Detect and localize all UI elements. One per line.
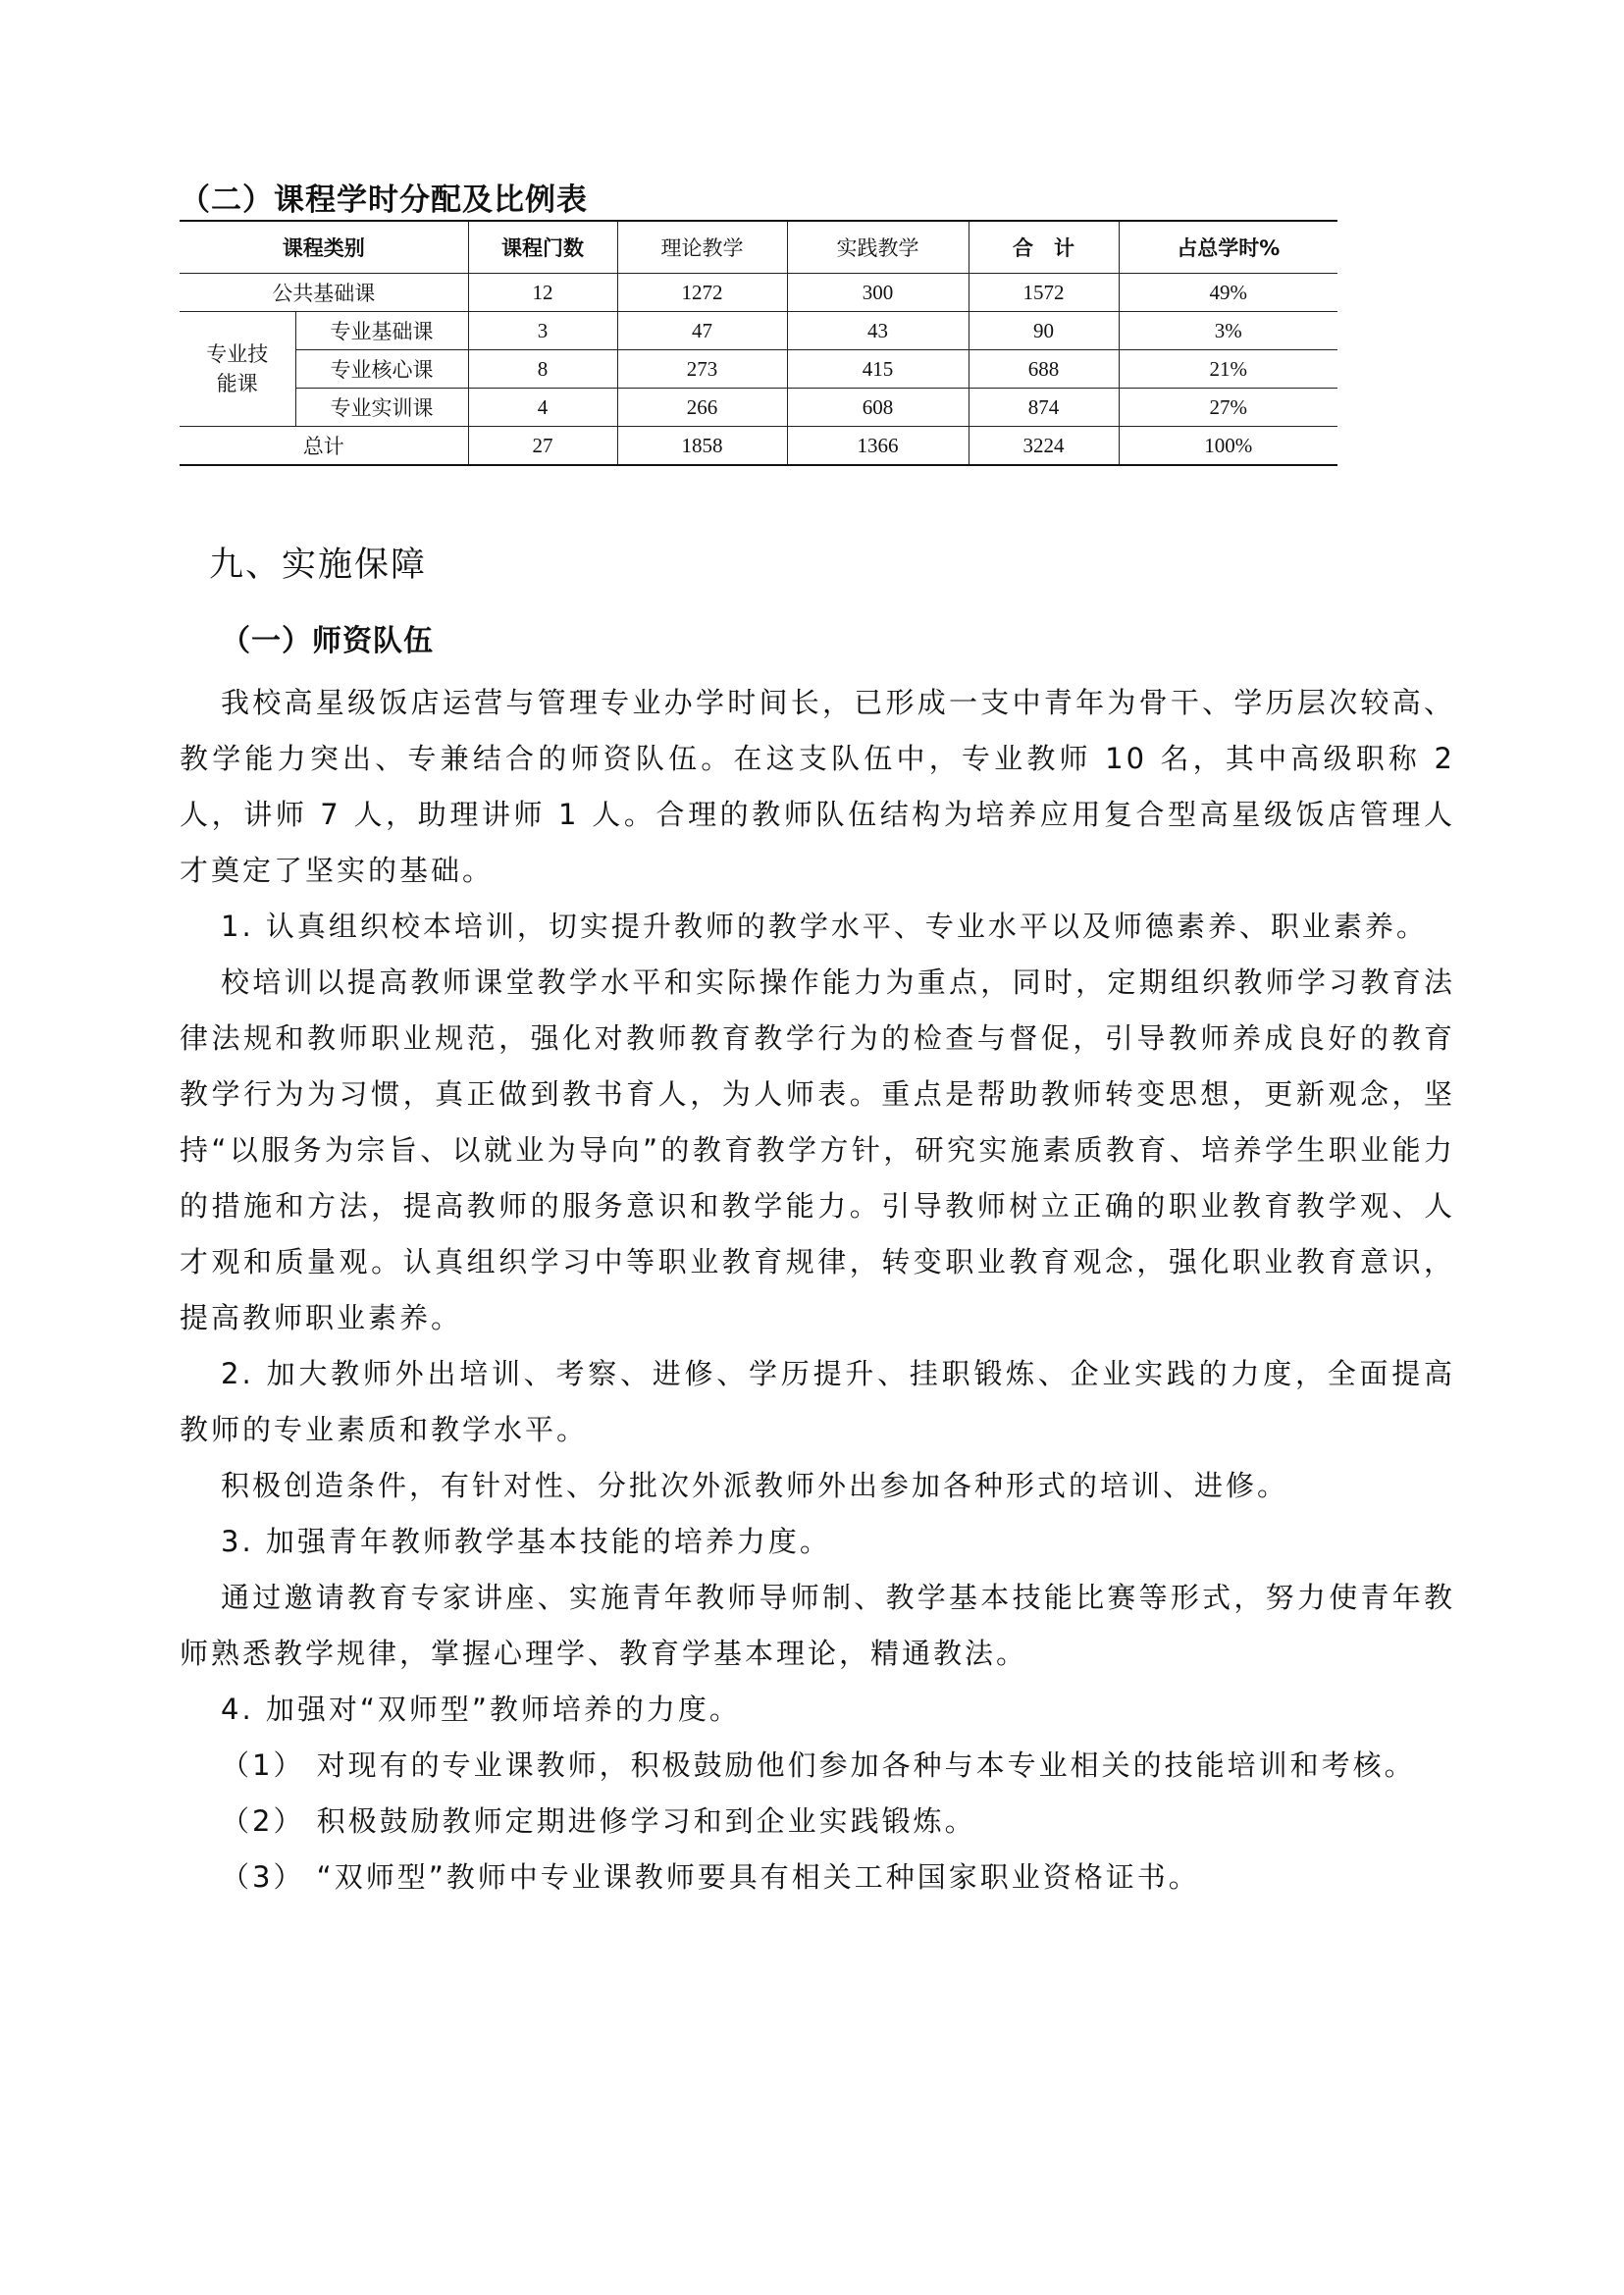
cell-total: 90 [969,312,1119,350]
list-item: 3. 加强青年教师教学基本技能的培养力度。 [221,1525,831,1558]
header-category: 课程类别 [180,221,468,274]
cell-total: 874 [969,389,1119,427]
cell-ratio: 3% [1119,312,1337,350]
cell-ratio: 21% [1119,350,1337,389]
header-ratio: 占总学时% [1119,221,1337,274]
group-label [180,312,295,427]
list-item: 1. 认真组织校本培训，切实提升教师的教学水平、专业水平以及师德素养、职业素养。 [221,910,1428,943]
cell-total: 688 [969,350,1119,389]
subsection-title: （一）师资队伍 [221,624,434,658]
cell-total: 3224 [969,427,1119,466]
paragraph: 通过邀请教育专家讲座、实施青年教师导师制、教学基本技能比赛等形式，努力使青年教师熟悉教学规律，掌握心理学、教育学基本理论，精通教法。 [180,1581,1455,1670]
cell-theory: 266 [617,389,787,427]
cell-practice: 415 [787,350,969,389]
header-total: 合 计 [969,221,1119,274]
sub-list-item: （2） 积极鼓励教师定期进修学习和到企业实践锻炼。 [221,1804,976,1838]
header-practice: 实践教学 [787,221,969,274]
cell-practice: 608 [787,389,969,427]
cell-ratio: 49% [1119,274,1337,312]
section-title: 九、实施保障 [209,546,428,585]
table-header-row [180,221,1337,274]
row-label: 总计 [180,427,468,466]
cell-count: 8 [468,350,617,389]
list-item: 4. 加强对“双师型”教师培养的力度。 [221,1693,741,1726]
cell-count: 4 [468,389,617,427]
group-label-text: 专业技 能课 [206,342,269,395]
cell-count: 12 [468,274,617,312]
cell-theory: 1272 [617,274,787,312]
paragraph: 校培训以提高教师课堂教学水平和实际操作能力为重点，同时，定期组织教师学习教育法律法规和教师职业规范，强化对教师教育教学行为的检查与督促，引导教师养成良好的教育教学行为为习惯，真正做到教书育人，为人师表。重点是帮助教师转变思想，更新观念，坚持“以服务为宗旨、以就业为导向”的教育教学方针，研究实施素质教育、培养学生职业能力的措施和方法，提高教师的服务意识和教学能力。引导教师树立正确的职业教育教学观、人才观和质量观。认真组织学习中等职业教育规律，转变职业教育观念，强化职业教育意识，提高教师职业素养。 [180,965,1455,1334]
cell-total: 1572 [969,274,1119,312]
cell-theory: 1858 [617,427,787,466]
cell-practice: 1366 [787,427,969,466]
cell-practice: 300 [787,274,969,312]
list-item: 2. 加大教师外出培训、考察、进修、学历提升、挂职锻炼、企业实践的力度，全面提高教师的专业素质和教学水平。 [180,1357,1455,1446]
cell-practice: 43 [787,312,969,350]
table-total-row [180,427,1337,466]
body-text [180,675,1455,1905]
table-row [180,389,1337,427]
cell-count: 3 [468,312,617,350]
table-row [180,312,1337,350]
cell-count: 27 [468,427,617,466]
table-title: （二）课程学时分配及比例表 [180,183,588,218]
table-row [180,350,1337,389]
header-theory: 理论教学 [617,221,787,274]
header-count: 课程门数 [468,221,617,274]
paragraph: 我校高星级饭店运营与管理专业办学时间长，已形成一支中青年为骨干、学历层次较高、教学能力突出、专兼结合的师资队伍。在这支队伍中，专业教师 10 名，其中高级职称 2 人，讲师 7 人，助理讲师 1 人。合理的教师队伍结构为培养应用复合型高星级饭店管理人才奠定了坚实的基础。 [180,686,1455,887]
row-label: 公共基础课 [180,274,468,312]
course-hours-table [180,220,1337,466]
sub-list-item: （1） 对现有的专业课教师，积极鼓励他们参加各种与本专业相关的技能培训和考核。 [221,1748,1416,1782]
row-label: 专业基础课 [295,312,468,350]
cell-theory: 273 [617,350,787,389]
row-label: 专业实训课 [295,389,468,427]
row-label: 专业核心课 [295,350,468,389]
table-row [180,274,1337,312]
sub-list-item: （3） “双师型”教师中专业课教师要具有相关工种国家职业资格证书。 [221,1860,1200,1894]
cell-theory: 47 [617,312,787,350]
cell-ratio: 100% [1119,427,1337,466]
paragraph: 积极创造条件，有针对性、分批次外派教师外出参加各种形式的培训、进修。 [221,1469,1289,1502]
cell-ratio: 27% [1119,389,1337,427]
